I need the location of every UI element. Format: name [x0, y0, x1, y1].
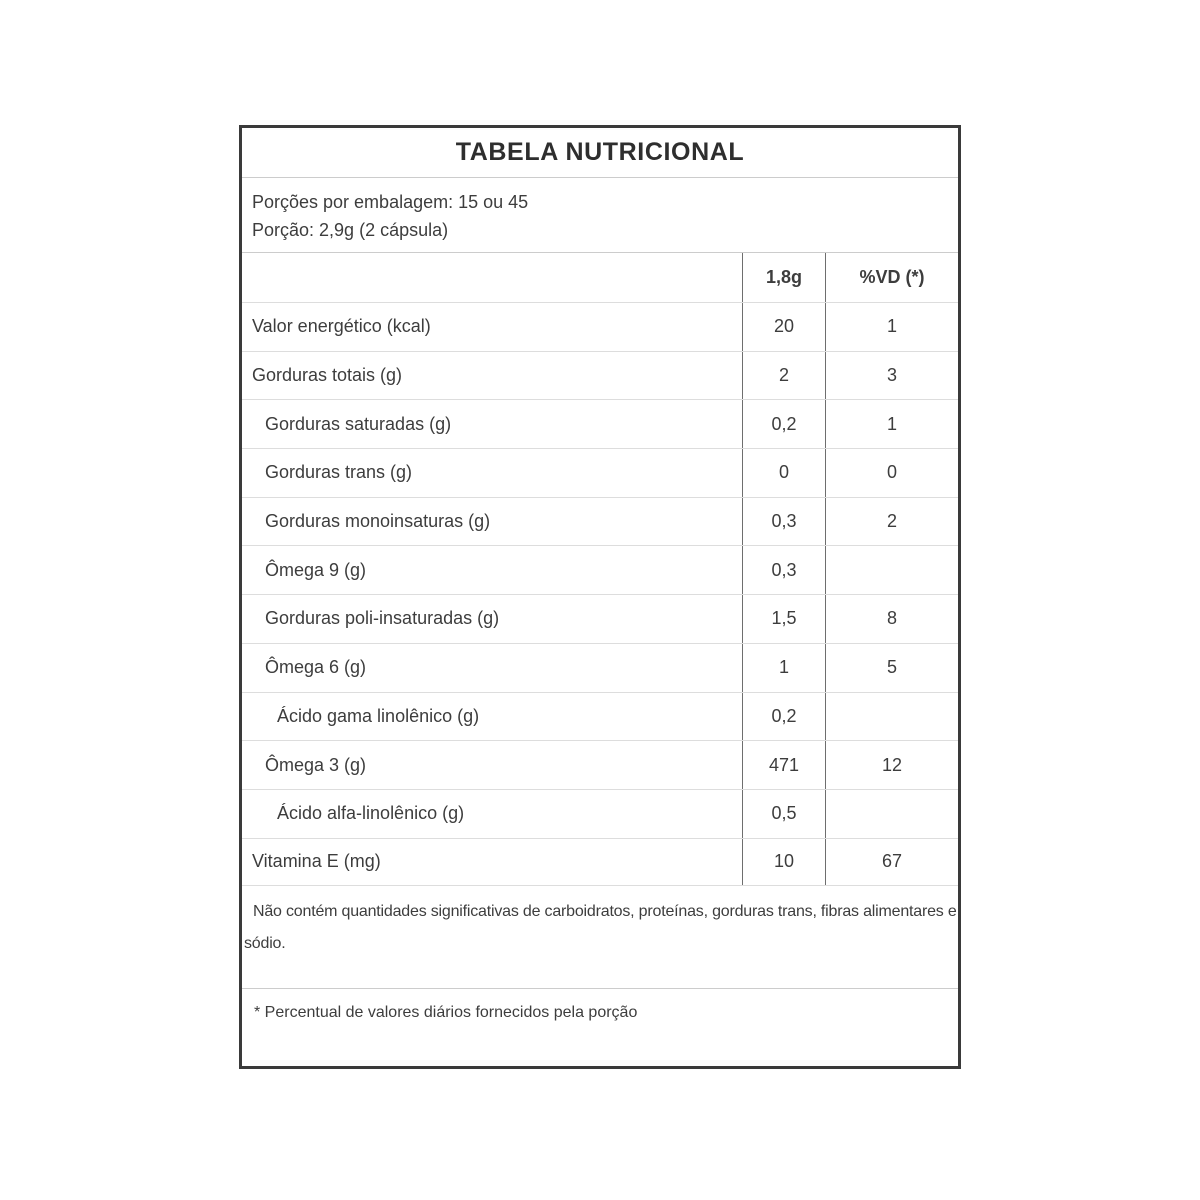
- insignificant-amounts-note: Não contém quantidades significativas de carboidratos, proteínas, gorduras trans, fibras alimentares e sódio.: [244, 903, 957, 953]
- table-row: [242, 302, 958, 351]
- row-dv: [826, 693, 958, 741]
- row-dv: 1: [886, 316, 897, 337]
- table-title-row: [242, 128, 958, 178]
- row-dv: [826, 546, 958, 594]
- servings-per-package: Porções por embalagem: 15 ou 45: [252, 192, 529, 212]
- table-row: [242, 448, 958, 497]
- column-header-spacer: [242, 253, 742, 302]
- row-amount: 0,2: [742, 400, 826, 448]
- table-row: [242, 594, 958, 643]
- row-dv: 0: [886, 462, 897, 483]
- table-row: [242, 545, 958, 594]
- row-label: Ácido alfa-linolênico (g): [277, 803, 465, 824]
- row-amount: 20: [742, 303, 826, 351]
- daily-values-footnote: * Percentual de valores diários fornecidos pela porção: [242, 988, 958, 1066]
- row-amount: 0,5: [742, 790, 826, 838]
- serving-info: [242, 178, 958, 253]
- table-row: [242, 399, 958, 448]
- table-row: [242, 643, 958, 692]
- column-header-dv: %VD (*): [859, 267, 925, 287]
- row-label: Vitamina E (mg): [252, 851, 381, 872]
- table-row: [242, 497, 958, 546]
- serving-size: Porção: 2,9g (2 cápsula): [252, 220, 449, 240]
- nutrition-facts-table: [239, 125, 961, 1069]
- column-header-amount: 1,8g: [742, 253, 826, 302]
- table-title: TABELA NUTRICIONAL: [455, 138, 745, 166]
- row-dv: 12: [881, 754, 903, 775]
- row-amount: 0,3: [742, 498, 826, 546]
- row-label: Gorduras monoinsaturas (g): [265, 511, 491, 532]
- row-label: Gorduras saturadas (g): [265, 413, 452, 434]
- row-amount: 0,2: [742, 693, 826, 741]
- table-row: [242, 740, 958, 789]
- row-dv: 67: [881, 851, 903, 872]
- row-label: Ácido gama linolênico (g): [277, 705, 480, 726]
- table-row: [242, 692, 958, 741]
- row-dv: 8: [886, 608, 897, 629]
- row-label: Gorduras totais (g): [252, 365, 403, 386]
- table-row: [242, 351, 958, 400]
- table-row: [242, 789, 958, 838]
- row-amount: 0,3: [742, 546, 826, 594]
- row-dv: 2: [886, 511, 897, 532]
- row-dv: [826, 790, 958, 838]
- row-label: Gorduras trans (g): [265, 462, 413, 483]
- row-label: Ômega 9 (g): [265, 559, 367, 580]
- row-amount: 0: [742, 449, 826, 497]
- row-amount: 1,5: [742, 595, 826, 643]
- row-amount: 2: [742, 352, 826, 400]
- row-label: Valor energético (kcal): [252, 316, 431, 337]
- row-amount: 471: [742, 741, 826, 789]
- row-amount: 10: [742, 839, 826, 886]
- table-row: [242, 838, 958, 887]
- row-amount: 1: [742, 644, 826, 692]
- row-dv: 1: [886, 413, 897, 434]
- row-label: Ômega 6 (g): [265, 657, 367, 678]
- row-label: Gorduras poli-insaturadas (g): [265, 608, 500, 629]
- row-dv: 3: [886, 365, 897, 386]
- row-dv: 5: [886, 657, 897, 678]
- nutrient-rows: [242, 302, 958, 886]
- column-header-row: [242, 253, 958, 302]
- row-label: Ômega 3 (g): [265, 754, 367, 775]
